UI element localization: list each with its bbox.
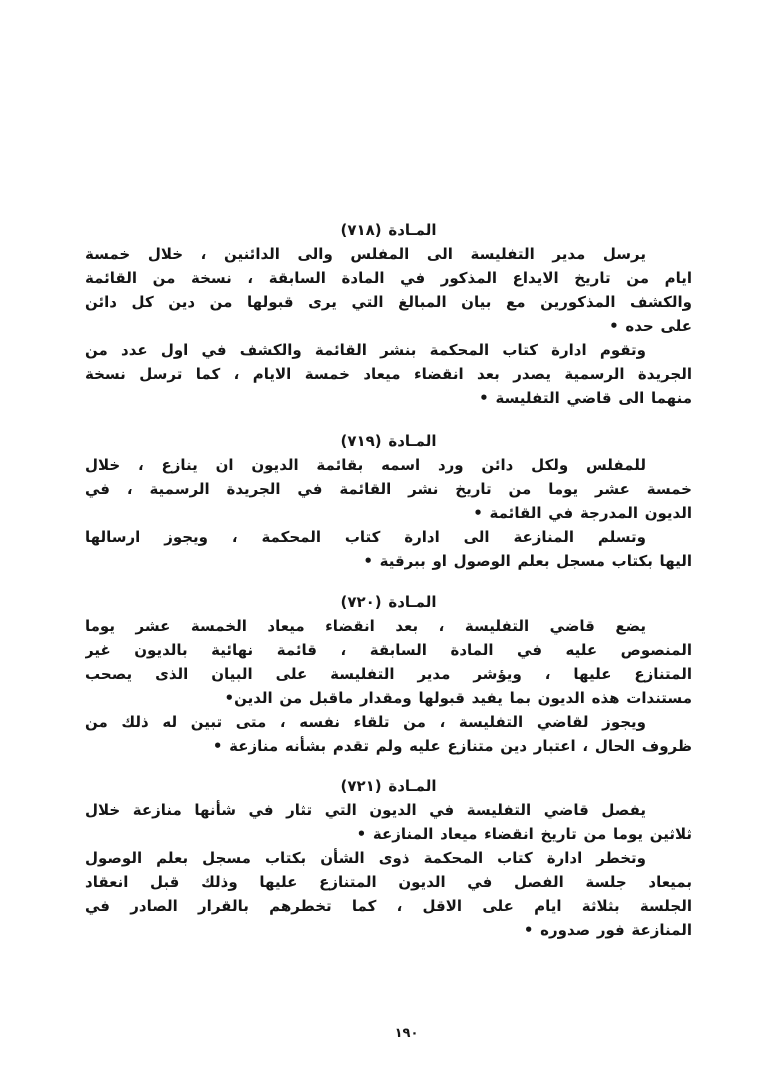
article-718 bbox=[85, 218, 692, 410]
text-line: ايام من تاريخ الايداع المذكور في المادة السابقة ، نسخة من القائمة bbox=[85, 269, 692, 287]
text-line: المتنازع عليها ، ويؤشر مدير التفليسة على البيان الذى يصحب bbox=[85, 665, 692, 683]
page-number: ١٩٠ bbox=[394, 1026, 419, 1041]
text-line: وتسلم المنازعة الى ادارة كتاب المحكمة ، ويجوز ارسالها bbox=[85, 528, 646, 546]
text-line: يرسل مدير التفليسة الى المفلس والى الدائنين ، خلال خمسة bbox=[85, 245, 646, 263]
text-line: الجلسة بثلاثة ايام على الاقل ، كما تخطرهم بالقرار الصادر في bbox=[85, 897, 692, 915]
text-line: الجريدة الرسمية يصدر بعد انقضاء ميعاد خمسة الايام ، كما ترسل نسخة bbox=[85, 365, 692, 383]
text-line: بميعاد جلسة الفصل في الديون المتنازع عليها وذلك قبل انعقاد bbox=[85, 873, 692, 891]
text-line: وتقوم ادارة كتاب المحكمة بنشر القائمة والكشف في اول عدد من bbox=[85, 341, 646, 359]
text-line: والكشف المذكورين مع بيان المبالغ التي يرى قبولها من دين كل دائن bbox=[85, 293, 692, 311]
text-line: للمفلس ولكل دائن ورد اسمه بقائمة الديون ان ينازع ، خلال bbox=[85, 456, 646, 474]
text-line: الديون المدرجة في القائمة • bbox=[473, 504, 692, 522]
text-line: على حده • bbox=[609, 317, 692, 335]
text-line: اليها بكتاب مسجل بعلم الوصول او ببرقية • bbox=[363, 552, 692, 570]
article-719 bbox=[85, 429, 692, 573]
text-line: ويجوز لقاضي التفليسة ، من تلقاء نفسه ، متى تبين له ذلك من bbox=[85, 713, 646, 731]
text-line: خمسة عشر يوما من تاريخ نشر القائمة في الجريدة الرسمية ، في bbox=[85, 480, 692, 498]
article-718-heading: المـادة (٧١٨) bbox=[340, 221, 437, 239]
text-line: يضع قاضي التفليسة ، بعد انقضاء ميعاد الخمسة عشر يوما bbox=[85, 617, 646, 635]
article-720-heading: المـادة (٧٢٠) bbox=[340, 593, 437, 611]
text-line: المنصوص عليه في المادة السابقة ، قائمة نهائية بالديون غير bbox=[85, 641, 692, 659]
text-line: ظروف الحال ، اعتبار دين متنازع عليه ولم تقدم بشأنه منازعة • bbox=[212, 737, 692, 755]
text-line: ثلاثين يوما من تاريخ انقضاء ميعاد المنازعة • bbox=[356, 825, 692, 843]
article-721-heading: المـادة (٧٢١) bbox=[340, 777, 437, 795]
text-line: المنازعة فور صدوره • bbox=[523, 921, 692, 939]
text-line: وتخطر ادارة كتاب المحكمة ذوى الشأن بكتاب مسجل بعلم الوصول bbox=[85, 849, 646, 867]
text-line: مستندات هذه الديون بما يفيد قبولها ومقدار ماقبل من الدين• bbox=[224, 689, 692, 707]
article-720 bbox=[85, 590, 692, 758]
text-line: منهما الى قاضي التفليسة • bbox=[479, 389, 692, 407]
article-719-heading: المـادة (٧١٩) bbox=[340, 432, 437, 450]
text-line: يفصل قاضي التفليسة في الديون التي تثار في شأنها منازعة خلال bbox=[85, 801, 646, 819]
article-721 bbox=[85, 774, 692, 942]
